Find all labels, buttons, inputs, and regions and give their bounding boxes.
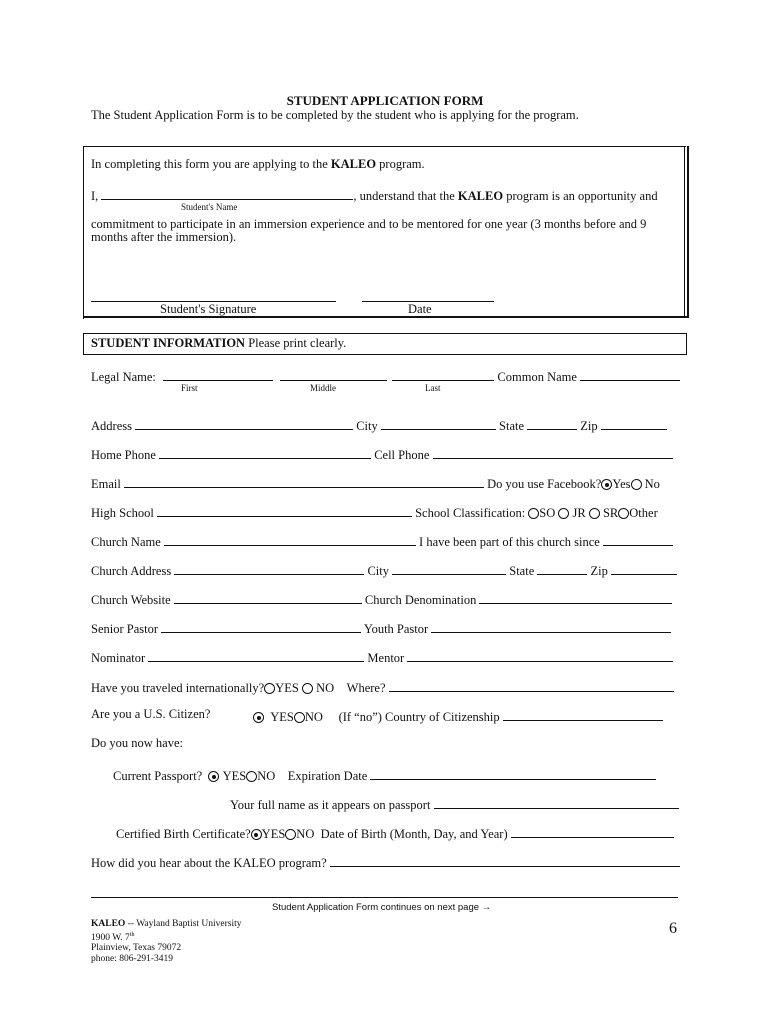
- signature-date-field[interactable]: [362, 288, 494, 302]
- passport-yes-radio[interactable]: [208, 771, 219, 782]
- birth-cert-row: Certified Birth Certificate? YES NO Date of Birth (Month, Day, and Year): [116, 824, 674, 842]
- traveled-no-radio[interactable]: [302, 683, 313, 694]
- form-title: STUDENT APPLICATION FORM: [286, 93, 484, 108]
- facebook-yes-radio[interactable]: [601, 479, 612, 490]
- church-address-row: Church Address City State Zip: [91, 561, 677, 579]
- birth-cert-yes-radio[interactable]: [251, 829, 262, 840]
- class-jr-radio[interactable]: [558, 508, 569, 519]
- first-label: First: [181, 383, 198, 393]
- last-name-field[interactable]: [392, 367, 494, 381]
- high-school-field[interactable]: [157, 503, 412, 517]
- passport-name-field[interactable]: [434, 795, 679, 809]
- facebook-no-radio[interactable]: [631, 479, 642, 490]
- do-you-have-label: Do you now have:: [91, 736, 183, 750]
- state-field[interactable]: [527, 416, 577, 430]
- student-name-field[interactable]: [101, 186, 353, 200]
- traveled-row: Have you traveled internationally? YES NO Where?: [91, 678, 674, 696]
- traveled-yes-radio[interactable]: [264, 683, 275, 694]
- last-label: Last: [425, 383, 441, 393]
- where-field[interactable]: [389, 678, 674, 692]
- birth-cert-no-radio[interactable]: [285, 829, 296, 840]
- church-name-row: Church Name I have been part of this church since: [91, 532, 673, 550]
- phone-row: Home Phone Cell Phone: [91, 445, 673, 463]
- nominator-field[interactable]: [148, 648, 364, 662]
- org-address: KALEO -- Wayland Baptist University 1900 W. 7th Plainview, Texas 79072 phone: 806-291-3419: [91, 919, 242, 964]
- church-name-field[interactable]: [164, 532, 416, 546]
- middle-name-field[interactable]: [280, 367, 387, 381]
- dob-field[interactable]: [511, 824, 674, 838]
- continues-note: Student Application Form continues on next page →: [272, 902, 492, 913]
- address-field[interactable]: [135, 416, 353, 430]
- passport-no-radio[interactable]: [246, 771, 257, 782]
- senior-pastor-field[interactable]: [161, 619, 361, 633]
- signature-label: Student's Signature: [160, 302, 257, 316]
- church-website-row: Church Website Church Denomination: [91, 590, 672, 608]
- pastor-row: Senior Pastor Youth Pastor: [91, 619, 671, 637]
- youth-pastor-field[interactable]: [431, 619, 671, 633]
- hear-field[interactable]: [330, 853, 680, 867]
- citizen-no-radio[interactable]: [294, 712, 305, 723]
- students-name-label: Student's Name: [181, 202, 238, 212]
- passport-row: Current Passport? YES NO Expiration Date: [113, 766, 656, 784]
- part-since-field[interactable]: [603, 532, 673, 546]
- page-number: 6: [669, 920, 677, 937]
- class-so-radio[interactable]: [528, 508, 539, 519]
- class-sr-radio[interactable]: [589, 508, 600, 519]
- middle-label: Middle: [310, 383, 336, 393]
- church-website-field[interactable]: [174, 590, 362, 604]
- commitment-box-right-border: [684, 146, 689, 318]
- expiration-date-field[interactable]: [370, 766, 656, 780]
- legal-name-row: Legal Name: Common Name: [91, 367, 680, 385]
- commitment-text: commitment to participate in an immersion experience and to be mentored for one year (3 months before and 9: [91, 217, 647, 231]
- email-field[interactable]: [124, 474, 484, 488]
- nominator-row: Nominator Mentor: [91, 648, 673, 666]
- applying-text: In completing this form you are applying to the KALEO program.: [91, 157, 425, 171]
- citizen-yes-radio[interactable]: [253, 712, 264, 723]
- mentor-field[interactable]: [407, 648, 673, 662]
- high-school-row: High School School Classification: SO JR SR Other: [91, 503, 658, 521]
- first-name-field[interactable]: [163, 367, 273, 381]
- passport-name-row: Your full name as it appears on passport: [230, 795, 679, 813]
- email-row: Email Do you use Facebook? Yes No: [91, 474, 660, 492]
- commitment-text-2: months after the immersion).: [91, 230, 237, 244]
- bottom-rule: [91, 897, 678, 898]
- signature-field[interactable]: [91, 288, 336, 302]
- understand-line: I, , understand that the KALEO program is an opportunity and: [91, 186, 658, 204]
- hear-row: How did you hear about the KALEO program?: [91, 853, 680, 871]
- church-denomination-field[interactable]: [479, 590, 672, 604]
- citizen-options: YES NO (If “no”) Country of Citizenship: [253, 707, 663, 725]
- class-other-radio[interactable]: [618, 508, 629, 519]
- citizenship-country-field[interactable]: [503, 707, 663, 721]
- cell-phone-field[interactable]: [433, 445, 673, 459]
- home-phone-field[interactable]: [159, 445, 371, 459]
- student-info-heading: STUDENT INFORMATION Please print clearly.: [91, 336, 347, 350]
- church-state-field[interactable]: [537, 561, 587, 575]
- zip-field[interactable]: [601, 416, 667, 430]
- common-name-field[interactable]: [580, 367, 680, 381]
- citizen-row: Are you a U.S. Citizen?: [91, 707, 211, 721]
- church-address-field[interactable]: [174, 561, 364, 575]
- address-row: Address City State Zip: [91, 416, 667, 434]
- intro-text: The Student Application Form is to be completed by the student who is applying for the program.: [91, 108, 579, 122]
- date-label: Date: [408, 302, 432, 316]
- church-zip-field[interactable]: [611, 561, 677, 575]
- church-city-field[interactable]: [392, 561, 506, 575]
- city-field[interactable]: [381, 416, 496, 430]
